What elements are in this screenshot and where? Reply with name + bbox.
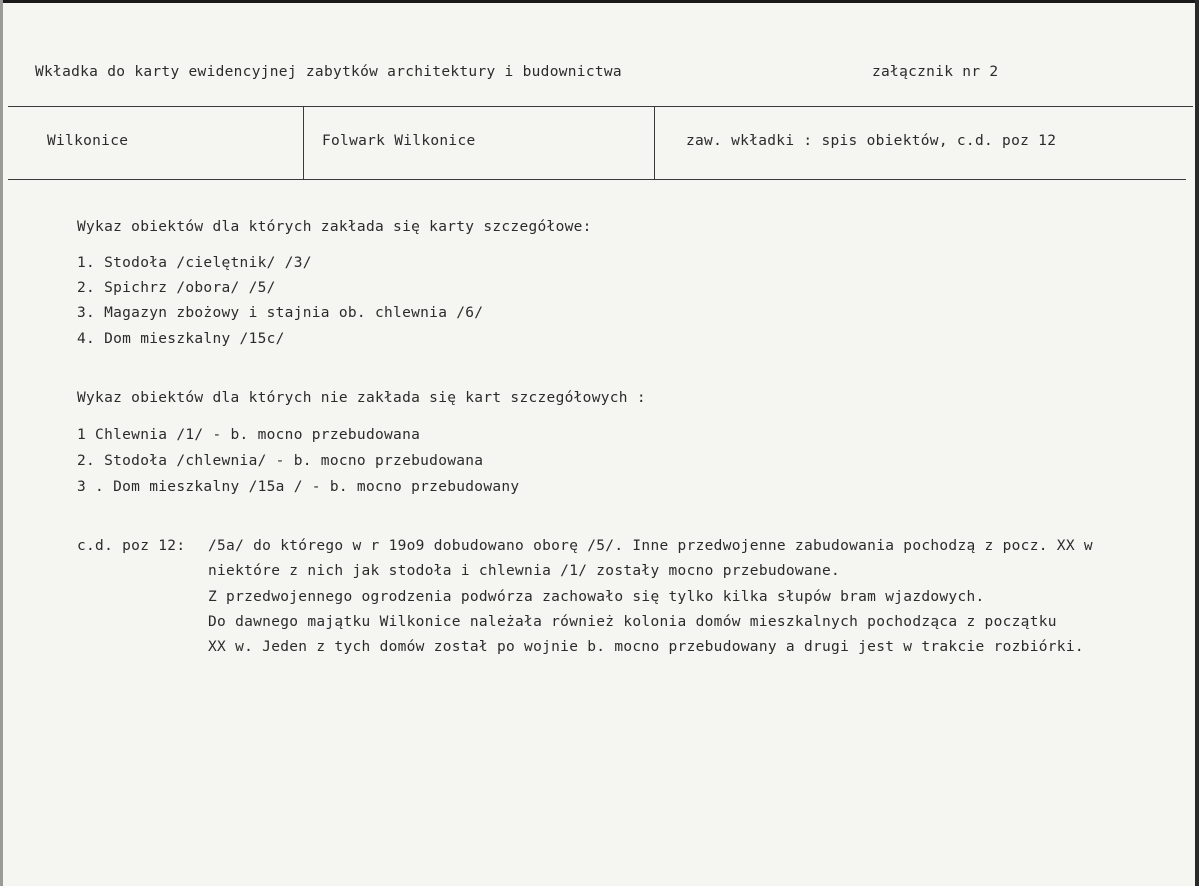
annex-number: załącznik nr 2 [872,64,999,80]
cell-divider-2 [654,107,655,179]
row-divider [8,179,1186,180]
list-item: 1 Chlewnia /1/ - b. mocno przebudowana [77,427,421,443]
continuation-line: /5a/ do którego w r 19o9 dobudowano oborę /5/. Inne przedwojenne zabudowania pochodzą z pocz. XX w [208,538,1093,554]
list-item: 3. Magazyn zbożowy i stajnia ob. chlewnia /6/ [77,305,484,321]
header-divider [8,106,1193,107]
list-item: 2. Spichrz /obora/ /5/ [77,280,276,296]
card-right-edge [1195,0,1199,886]
object-cell: Folwark Wilkonice [322,133,476,149]
list-item: 4. Dom mieszkalny /15c/ [77,331,285,347]
card-top-edge [0,0,1199,3]
locality-cell: Wilkonice [47,133,129,149]
cell-divider-1 [303,107,304,179]
continuation-label: c.d. poz 12: [77,538,186,554]
detailed-list-heading: Wykaz obiektów dla których zakłada się karty szczegółowe: [77,219,592,235]
card-left-edge [0,0,3,886]
contents-cell: zaw. wkładki : spis obiektów, c.d. poz 12 [686,133,1057,149]
continuation-line: niektóre z nich jak stodoła i chlewnia /1/ zostały mocno przebudowane. [208,563,841,579]
list-item: 3 . Dom mieszkalny /15a / - b. mocno przebudowany [77,479,520,495]
list-item: 2. Stodoła /chlewnia/ - b. mocno przebudowana [77,453,484,469]
continuation-line: Do dawnego majątku Wilkonice należała również kolonia domów mieszkalnych pochodząca z początku [208,614,1057,630]
card-title: Wkładka do karty ewidencyjnej zabytków architektury i budownictwa [35,64,622,80]
continuation-line: Z przedwojennego ogrodzenia podwórza zachowało się tylko kilka słupów bram wjazdowych. [208,589,985,605]
not-detailed-list-heading: Wykaz obiektów dla których nie zakłada się kart szczegółowych : [77,390,646,406]
list-item: 1. Stodoła /cielętnik/ /3/ [77,255,312,271]
continuation-line: XX w. Jeden z tych domów został po wojnie b. mocno przebudowany a drugi jest w trakcie rozbiórki. [208,639,1084,655]
